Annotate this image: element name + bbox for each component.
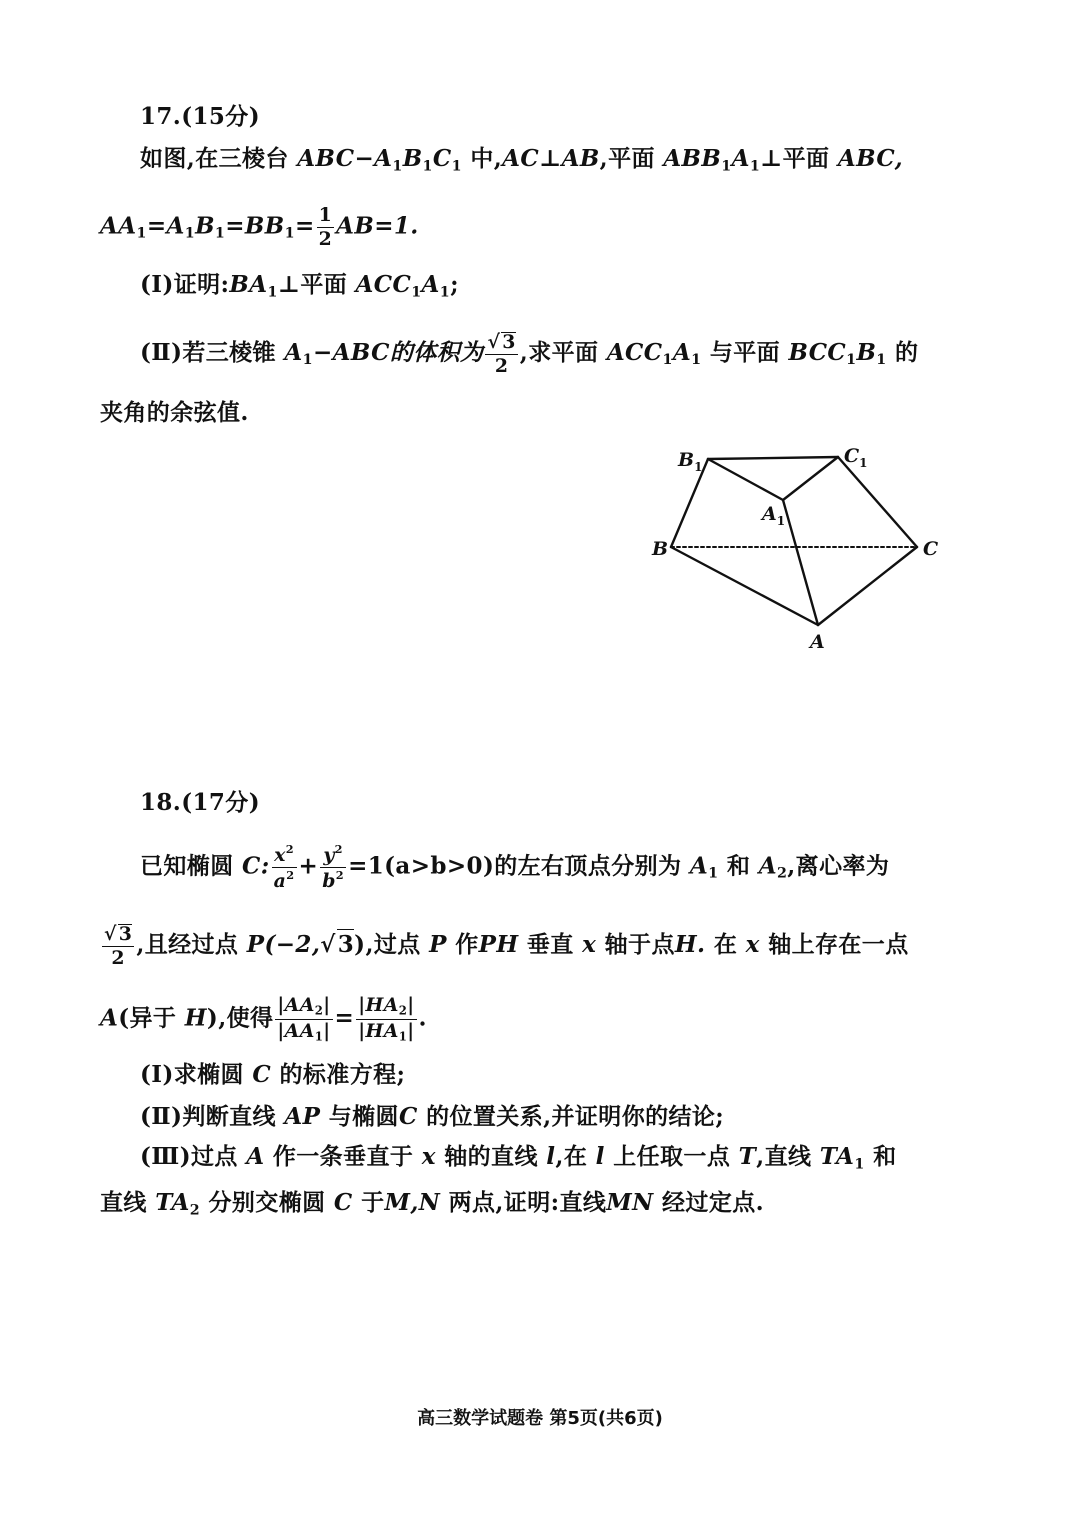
edge-b1-b (671, 459, 708, 547)
label-c1: $C_1$ (844, 445, 868, 470)
page-footer: 高三数学试题卷 第5页(共6页) (417, 1408, 663, 1429)
label-a: A (810, 631, 825, 653)
edge-c1-a1 (783, 457, 838, 500)
fraction-y2-b2: $\frac{y^2}{b^2}$ (322, 842, 345, 892)
label-b: B (652, 538, 669, 560)
q18-header: 18.(17分) (140, 789, 260, 816)
q17-part1: (Ⅰ)证明:BA1⊥平面 ACC1A1; (140, 271, 460, 301)
q18-line1: 已知椭圆 C: $\frac{x^2}{a^2}$ + $\frac{y^2}{b^2}$ =1(a>b>0)的左右顶点分别为 A1 和 A2,离心率为 (140, 842, 890, 892)
q18-line2: $\frac{√ 3}{2}$ ,且经过点 P(−2,√3),过点 P 作PH 垂直 x 轴于点H. 在 x 轴上存在一点 (104, 923, 909, 969)
edge-c1-c (838, 457, 917, 547)
q17-equation-line: AA1=A1B1=BB1= $\frac{1}{2}$ AB=1. (100, 204, 419, 250)
q18-part1: (Ⅰ)求椭圆 C 的标准方程; (140, 1061, 406, 1088)
q18-part2: (Ⅱ)判断直线 AP 与椭圆C 的位置关系,并证明你的结论; (140, 1103, 725, 1130)
fraction-ha2-ha1: $\frac{|HA2|}{|HA1|}$ (358, 994, 415, 1044)
q17-header: 17.(15分) (140, 103, 260, 130)
q17-intro-line: 如图,在三棱台 ABC−A1B1C1 中,AC⊥AB,平面 ABB1A1⊥平面 ABC, (140, 145, 904, 175)
q18-part3-line2: 直线 TA2 分别交椭圆 C 于M,N 两点,证明:直线MN 经过定点. (100, 1189, 765, 1219)
edge-a1-a (783, 500, 818, 625)
edge-b1-a1 (708, 459, 783, 500)
fraction-sqrt3-over-2: $\frac{√ 3}{2}$ (487, 331, 516, 377)
edge-b-a (671, 547, 818, 625)
fraction-sqrt3-over-2-ecc: $\frac{√ 3}{2}$ (104, 923, 133, 969)
label-a1: $A_1$ (762, 503, 786, 528)
fraction-aa2-aa1: $\frac{|AA2|}{|AA1|}$ (277, 994, 331, 1044)
fraction-one-half: $\frac{1}{2}$ (318, 204, 333, 250)
edge-b1-c1 (708, 457, 838, 459)
frustum-figure (640, 430, 960, 660)
q18-line3: A(异于 H),使得 $\frac{|AA2|}{|AA1|}$ = $\frac{|HA2|}{|HA1|}$ . (100, 994, 427, 1044)
q17-part2-line2: 夹角的余弦值. (100, 399, 249, 426)
label-b1: $B_1$ (678, 449, 703, 474)
label-c: C (923, 538, 939, 560)
q18-part3: (Ⅲ)过点 A 作一条垂直于 x 轴的直线 l,在 l 上任取一点 T,直线 TA1 和 (140, 1143, 897, 1173)
fraction-x2-a2: $\frac{x^2}{a^2}$ (273, 842, 295, 892)
q17-part2: (Ⅱ)若三棱锥 A1−ABC的体积为 $\frac{√ 3}{2}$ ,求平面 ACC1A1 与平面 BCC1B1 的 (140, 331, 919, 377)
edge-c-a (818, 547, 917, 625)
